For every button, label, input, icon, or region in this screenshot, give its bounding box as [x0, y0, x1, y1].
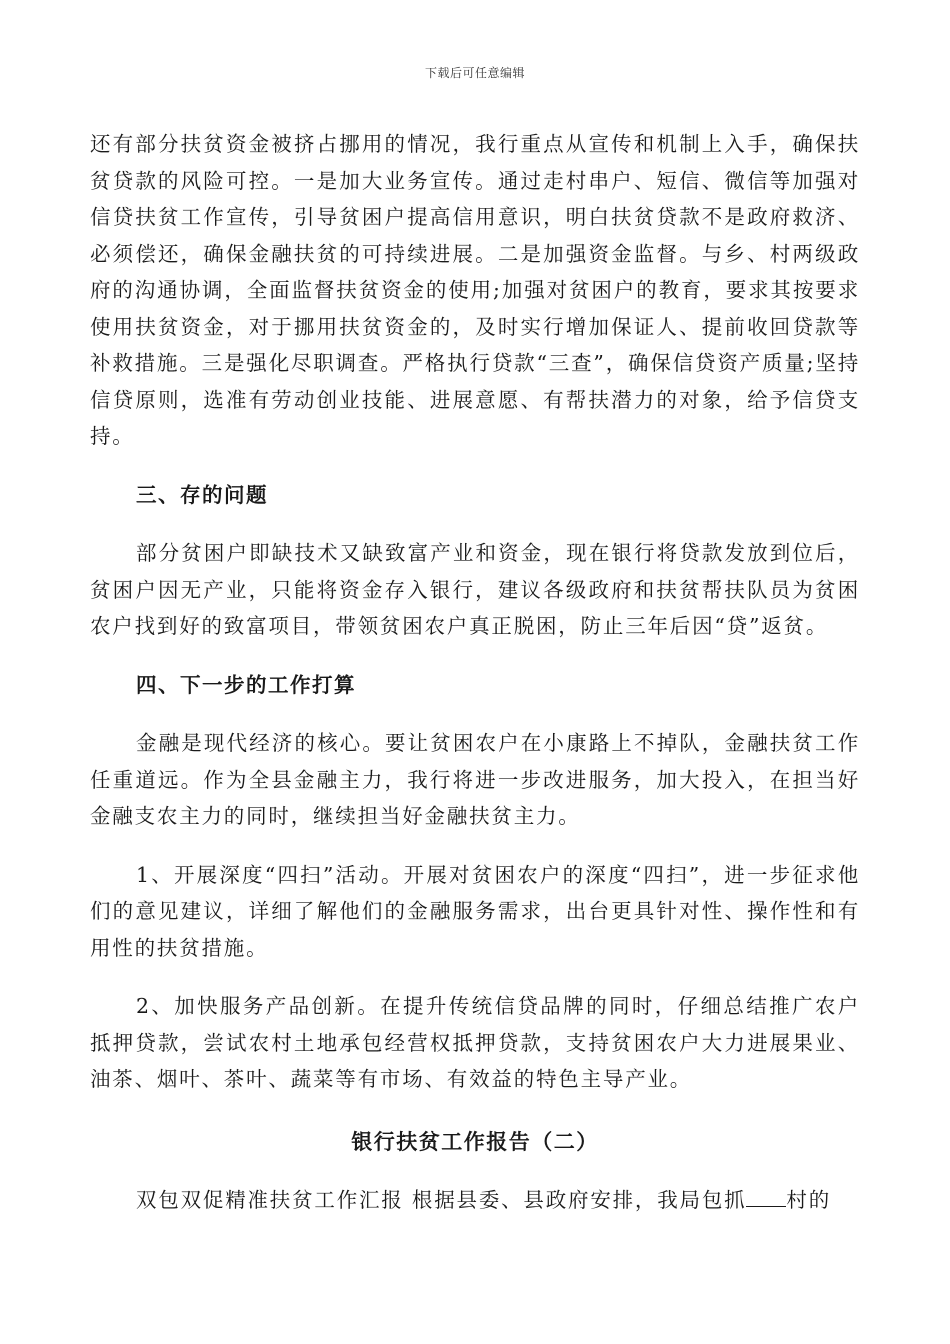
document-body [90, 126, 860, 1219]
heading-next-steps: 四、下一步的工作打算 [136, 672, 356, 697]
paragraph-item-1: 1、开展深度“四扫”活动。开展对贫困农户的深度“四扫”，进一步征求他们的意见建议，详细了解他们的金融服务需求，出台更具针对性、操作性和有用性的扶贫措施。 [90, 862, 860, 960]
paragraph-report-intro [90, 1182, 860, 1219]
page-header-note: 下载后可任意编辑 [424, 66, 525, 80]
paragraph-risk-control: 还有部分扶贫资金被挤占挪用的情况，我行重点从宣传和机制上入手，确保扶贫贷款的风险可控。一是加大业务宣传。通过走村串户、短信、微信等加强对信贷扶贫工作宣传，引导贫困户提高信用意识，明白扶贫贷款不是政府救济、必须偿还，确保金融扶贫的可持续进展。二是加强资金监督。与乡、村两级政府的沟通协调，全面监督扶贫资金的使用;加强对贫困户的教育，要求其按要求使用扶贫资金，对于挪用扶贫资金的，及时实行增加保证人、提前收回贷款等补救措施。三是强化尽职调查。严格执行贷款“三查”，确保信贷资产质量;坚持信贷原则，选准有劳动创业技能、进展意愿、有帮扶潜力的对象，给予信贷支持。 [90, 132, 860, 448]
intro-text-after-blank: 村的 [786, 1188, 832, 1212]
heading-existing-problems: 三、存的问题 [136, 482, 268, 507]
paragraph-item-2: 2、加快服务产品创新。在提升传统信贷品牌的同时，仔细总结推广农户抵押贷款，尝试农村土地承包经营权抵押贷款，支持贫困农户大力进展果业、油茶、烟叶、茶叶、蔬菜等有市场、有效益的特色主导产业。 [90, 994, 860, 1091]
fill-in-blank [746, 1186, 786, 1207]
paragraph-finance-core: 金融是现代经济的核心。要让贫困农户在小康路上不掉队，金融扶贫工作任重道远。作为全县金融主力，我行将进一步改进服务，加大投入，在担当好金融支农主力的同时，继续担当好金融扶贫主力。 [90, 731, 860, 828]
section-title-report-two: 银行扶贫工作报告（二） [351, 1128, 599, 1154]
paragraph-problems: 部分贫困户即缺技术又缺致富产业和资金，现在银行将贷款发放到位后，贫困户因无产业，只能将资金存入银行，建议各级政府和扶贫帮扶队员为贫困农户找到好的致富项目，带领贫困农户真正脱困，防止三年后因“贷”返贫。 [90, 541, 860, 638]
intro-text-before-blank: 双包双促精准扶贫工作汇报 根据县委、县政府安排，我局包抓 [136, 1188, 747, 1212]
